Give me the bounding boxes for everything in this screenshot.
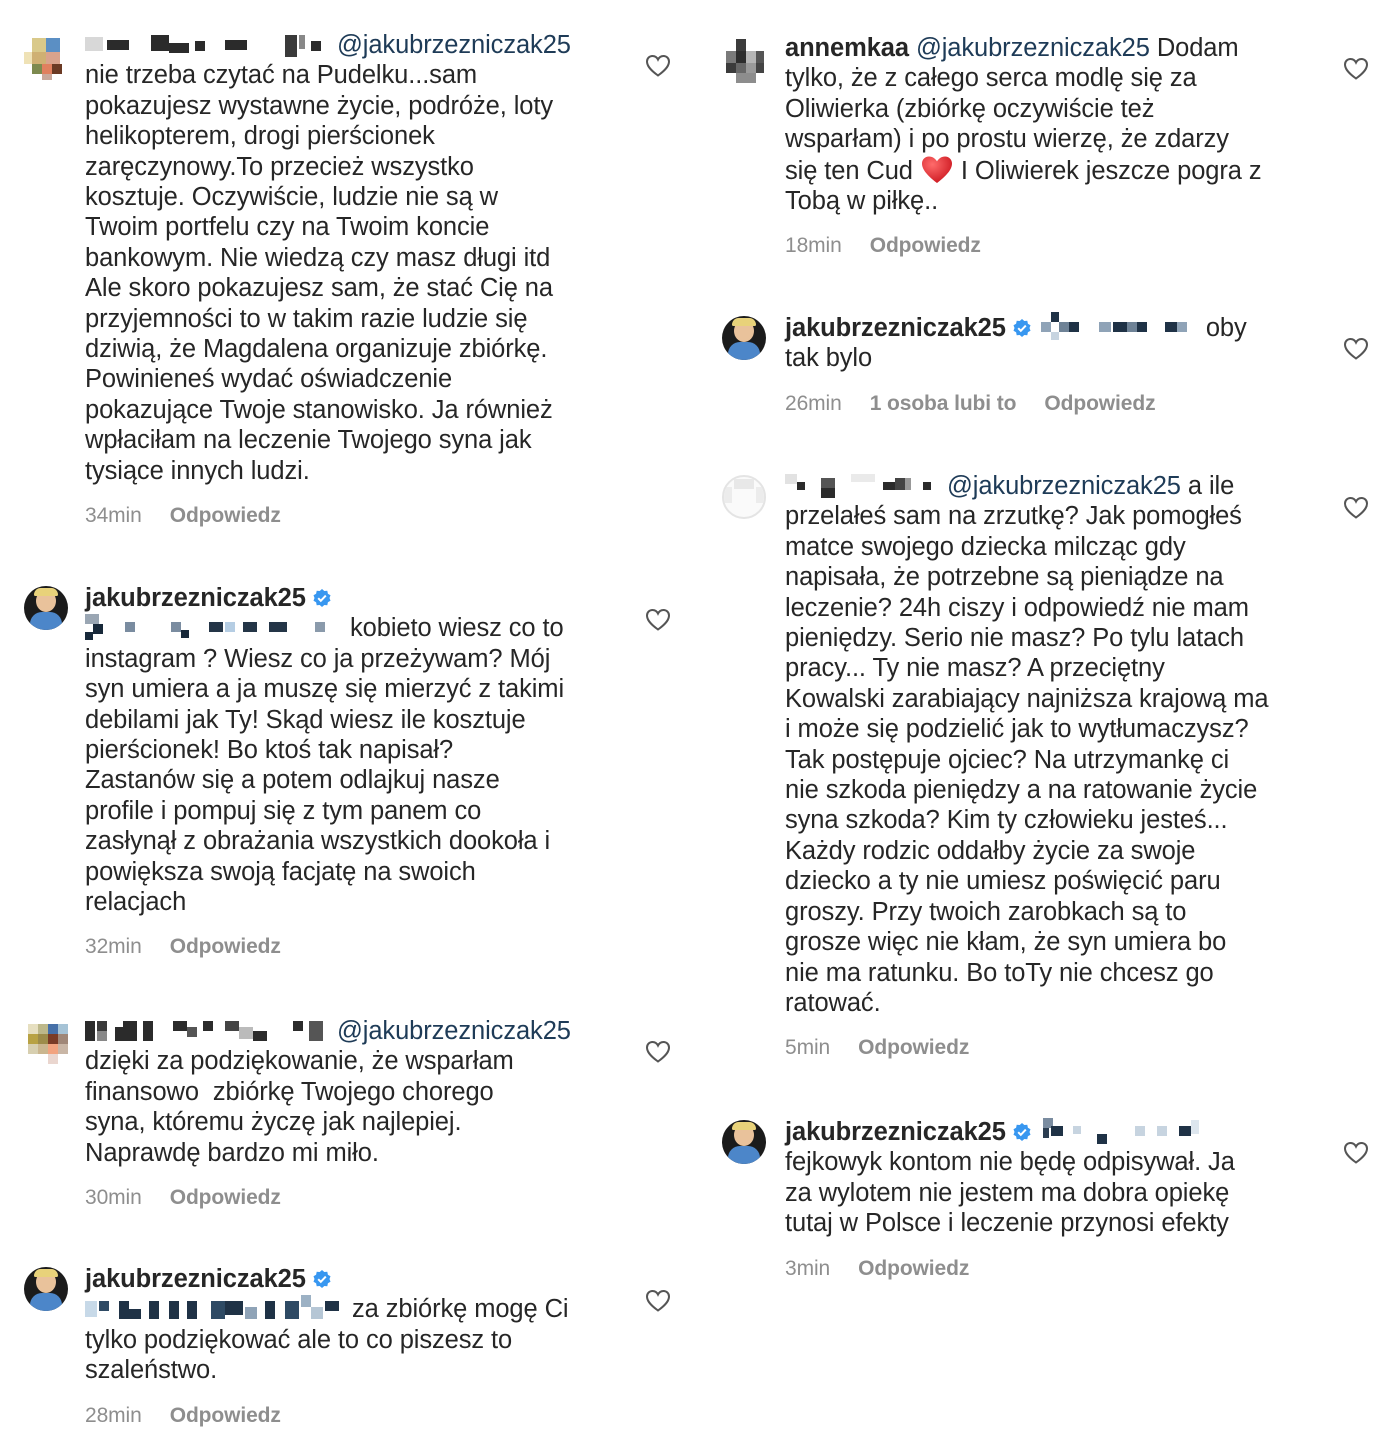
comment-time: 5min <box>785 1036 831 1060</box>
reply-button[interactable]: Odpowiedz <box>858 1256 970 1280</box>
likes-count[interactable]: 1 osoba lubi to <box>869 391 1017 415</box>
comment-text-line: debilami jak Ty! Skąd wiesz ile kosztuje <box>85 705 526 734</box>
comment-time: 30min <box>85 1186 142 1210</box>
reply-button[interactable]: Odpowiedz <box>1044 391 1156 415</box>
comment-time: 28min <box>85 1403 142 1427</box>
comment-text-line: kosztuje. Oczywiście, ludzie nie są w <box>85 183 498 212</box>
comment-text-line: tylko podziękować ale to co piszesz to <box>85 1325 513 1354</box>
comment-text-line: wpłaciłam na leczenie Twojego syna jak <box>85 426 532 455</box>
comment-text-line: a ile <box>1187 472 1235 500</box>
comment-text-line: syna, któremu życzę jak najlepiej. <box>85 1108 462 1137</box>
reply-button[interactable]: Odpowiedz <box>869 234 981 258</box>
comment-text-line: za zbiórkę mogę Ci <box>352 1295 569 1324</box>
comment-text-line: tysiące innych ludzi. <box>85 456 310 485</box>
comment-text-line: grosze więc nie kłam, że syn umiera bo <box>785 928 1227 957</box>
comment-text-line: dziecko a ty nie umiesz poświęcić paru <box>785 867 1221 896</box>
comment-text-line: Każdy rodzic oddałby życie za swoje <box>785 836 1196 865</box>
comment-text-line: pieniędzy. Serio nie masz? Po tylu latach <box>785 624 1244 653</box>
comment-meta <box>785 1035 1322 1061</box>
mention-link[interactable]: @jakubrzezniczak25 <box>337 1017 571 1045</box>
comment-text-line: tutaj w Polsce i leczenie przynosi efekty <box>785 1209 1229 1238</box>
comment-text-line: nie trzeba czytać na Pudelku...sam <box>85 61 478 90</box>
avatar[interactable] <box>722 475 766 519</box>
comment-meta <box>85 1185 610 1211</box>
avatar[interactable] <box>722 316 766 360</box>
comment-text-line: wsparłam) i po prostu wierzę, że zdarzy <box>785 125 1229 154</box>
comment-text-line: pokazujące Twoje stanowisko. Ja również <box>85 395 553 424</box>
like-heart-icon[interactable] <box>645 1289 671 1313</box>
reply-button[interactable]: Odpowiedz <box>169 1186 281 1210</box>
comment-text-line: Tak postępuje ojciec? Na utrzymankę ci <box>785 745 1230 774</box>
comment-meta <box>85 1403 610 1429</box>
comment-text-line: Ale skoro pokazujesz sam, że stać Cię na <box>85 274 553 303</box>
comment-text-line: matce swojego dziecka milcząc gdy <box>785 532 1186 561</box>
comment-meta <box>85 503 610 529</box>
comment-text-line: Zastanów się a potem odlajkuj nasze <box>85 766 500 795</box>
avatar[interactable] <box>722 39 766 83</box>
comment-text-line: zaręczynowy.To przecież wszystko <box>85 152 474 181</box>
redacted-mention <box>85 1299 345 1319</box>
comment-body <box>85 1016 610 1211</box>
comment-username[interactable]: annemkaa <box>785 34 909 62</box>
redacted-username <box>85 35 330 55</box>
comment-text-line: tylko, że z całego serca modlę się za <box>785 64 1197 93</box>
redacted-mention <box>85 618 343 638</box>
comment-text-line: napisała, że potrzebne są pieniądze na <box>785 563 1224 592</box>
comment-body <box>85 30 610 529</box>
verified-badge-icon <box>1012 1119 1032 1139</box>
like-heart-icon[interactable] <box>1343 1141 1369 1165</box>
comment-time: 3min <box>785 1256 831 1280</box>
mention-link[interactable]: @jakubrzezniczak25 <box>947 472 1181 500</box>
comment-text-line: syna szkoda? Kim ty człowieku jesteś... <box>785 806 1228 835</box>
comment-body <box>85 583 610 960</box>
comment-text-line: nie szkoda pieniędzy a na ratowanie życie <box>785 776 1258 805</box>
comment-username[interactable]: jakubrzezniczak25 <box>85 1265 306 1293</box>
comment-text-line: dzięki za podziękowanie, że wsparłam <box>85 1047 514 1076</box>
avatar[interactable] <box>722 1120 766 1164</box>
comment-text-line: relacjach <box>85 888 187 917</box>
comment-text-line: pokazujesz wystawne życie, podróże, loty <box>85 91 553 120</box>
comment-text-line: I Oliwierek jeszcze pogra z <box>960 156 1262 185</box>
redacted-username <box>785 476 940 496</box>
comment-text-line: przyjemności to w takim razie ludzie się <box>85 304 528 333</box>
comment-meta <box>785 391 1322 417</box>
comment-text-line: leczenie? 24h ciszy i odpowiedź nie mam <box>785 593 1249 622</box>
comment-text-line: nie ma ratunku. Bo toTy nie chcesz go <box>785 958 1214 987</box>
comment-text-line: Kowalski zarabiający najniższa krajową ma <box>785 684 1269 713</box>
comment-text-line: Tobą w piłkę.. <box>785 187 939 216</box>
comment-text-line: helikopterem, drogi pierścionek <box>85 122 435 151</box>
comment-text-line: Twoim portfelu czy na Twoim koncie <box>85 213 490 242</box>
comment-text-line: Powinieneś wydać oświadczenie <box>85 365 453 394</box>
reply-button[interactable]: Odpowiedz <box>169 1403 281 1427</box>
comment-username[interactable]: jakubrzezniczak25 <box>785 1118 1006 1146</box>
mention-link[interactable]: @jakubrzezniczak25 <box>915 34 1150 62</box>
comment-time: 34min <box>85 504 142 528</box>
comment-text-line: przelałeś sam na zrzutkę? Jak pomogłeś <box>785 502 1242 531</box>
comment-text-line: oby <box>1205 314 1247 342</box>
comment-username[interactable]: jakubrzezniczak25 <box>85 584 306 612</box>
comment-text-line: powiększa swoją facjatę na swoich <box>85 857 476 886</box>
comment-text-line: profile i pompuj się z tym panem co <box>85 796 482 825</box>
comment-text-line: się ten Cud <box>785 156 913 185</box>
redacted-mention <box>1039 1122 1209 1142</box>
comment-text-line: szaleństwo. <box>85 1356 218 1385</box>
comment-text-line: Oliwierka (zbiórkę oczywiście też <box>785 94 1155 123</box>
redacted-mention <box>1039 318 1199 338</box>
comment-text-line: za wylotem nie jestem ma dobra opiekę <box>785 1178 1230 1207</box>
comment-body <box>785 313 1322 417</box>
like-heart-icon[interactable] <box>645 54 671 78</box>
comment-text-line: syn umiera a ja muszę się mierzyć z takimi <box>85 675 565 704</box>
comment-text-line: pracy... Ty nie masz? A przeciętny <box>785 654 1165 683</box>
like-heart-icon[interactable] <box>1343 57 1369 81</box>
comment-text-line: kobieto wiesz co to <box>350 614 564 643</box>
avatar[interactable] <box>24 1022 68 1066</box>
like-heart-icon[interactable] <box>1343 496 1369 520</box>
comment-username[interactable]: jakubrzezniczak25 <box>785 314 1006 342</box>
comment-text-line: tak bylo <box>785 344 873 373</box>
comment-text-line: Naprawdę bardzo mi miło. <box>85 1138 379 1167</box>
avatar[interactable] <box>24 586 68 630</box>
comment-text-line: dziwią, że Magdalena organizuje zbiórkę. <box>85 335 548 364</box>
comment-text-line: finansowo zbiórkę Twojego chorego <box>85 1077 494 1106</box>
comment-time: 32min <box>85 935 142 959</box>
comment-text-line: i może się podzielić jak to wytłumaczysz? <box>785 715 1249 744</box>
avatar[interactable] <box>24 36 68 80</box>
comment-body <box>785 471 1322 1061</box>
comment-text-line: bankowym. Nie wiedzą czy masz długi itd <box>85 243 551 272</box>
comment-text-line: fejkowyk kontom nie będę odpisywał. Ja <box>785 1148 1235 1177</box>
reply-button[interactable]: Odpowiedz <box>169 935 281 959</box>
comment-text-line: instagram ? Wiesz co ja przeżywam? Mój <box>85 644 551 673</box>
comment-body <box>85 1264 610 1429</box>
comment-meta <box>785 1256 1322 1282</box>
comment-time: 18min <box>785 234 842 258</box>
comment-text-line: ratować. <box>785 988 881 1017</box>
mention-link[interactable]: @jakubrzezniczak25 <box>337 31 571 59</box>
verified-badge-icon <box>312 585 332 605</box>
comment-text-line: zasłynął z obrażania wszystkich dookoła i <box>85 827 551 856</box>
like-heart-icon[interactable] <box>645 608 671 632</box>
reply-button[interactable]: Odpowiedz <box>858 1036 970 1060</box>
comment-body <box>785 1117 1322 1282</box>
comment-meta <box>85 934 610 960</box>
comment-meta <box>785 233 1322 259</box>
avatar[interactable] <box>24 1267 68 1311</box>
like-heart-icon[interactable] <box>645 1040 671 1064</box>
comment-time: 26min <box>785 391 842 415</box>
redacted-username <box>85 1021 330 1041</box>
like-heart-icon[interactable] <box>1343 337 1369 361</box>
reply-button[interactable]: Odpowiedz <box>169 504 281 528</box>
verified-badge-icon <box>1012 315 1032 335</box>
verified-badge-icon <box>312 1266 332 1286</box>
comment-text-line: pierścionek! Bo ktoś tak napisał? <box>85 736 454 765</box>
comment-text-line: groszy. Przy twoich zarobkach są to <box>785 897 1187 926</box>
comment-body <box>785 33 1322 259</box>
red-heart-emoji-icon <box>920 155 954 185</box>
comment-text-line: Dodam <box>1156 34 1239 62</box>
